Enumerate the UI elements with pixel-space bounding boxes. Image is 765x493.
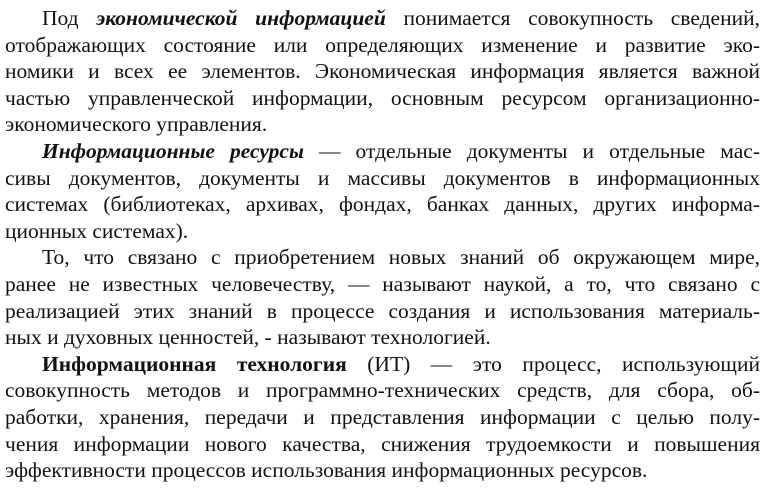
text-line: эффективности процессов использования информационных ресурсов. xyxy=(5,458,648,483)
text-run: — отдельные документы и отдельные мас- xyxy=(303,138,760,163)
paragraph-science-technology xyxy=(5,244,760,350)
text-line: ных и духовных ценностей, - называют технологией. xyxy=(5,325,491,350)
paragraph-information-technology xyxy=(5,351,760,484)
paragraph-information-resources xyxy=(5,138,760,244)
text-line: системах (библиотеках, архивах, фондах, банках данных, других информа- xyxy=(5,192,760,217)
text-line: чения информации нового качества, снижения трудоемкости и повышения xyxy=(5,431,760,456)
text-line: То, что связано с приобретением новых знаний об окружающем мире, xyxy=(42,245,760,270)
text-line: ранее не известных человечеству, — называют наукой, а то, что связано с xyxy=(5,271,760,296)
text-line xyxy=(5,351,760,378)
text-line: ционных системах). xyxy=(5,218,189,243)
text-line: совокупность методов и программно-технических средств, для сбора, об- xyxy=(5,378,760,403)
text-line: экономического управления. xyxy=(5,112,268,137)
text-line: частью управленческой информации, основным ресурсом организационно- xyxy=(5,85,760,110)
text-run: (ИТ) — это процесс, использующий xyxy=(346,351,760,376)
paragraph-economic-information xyxy=(5,5,760,138)
text-line: отображающих состояние или определяющих изменение и развитие эко- xyxy=(5,32,760,57)
text-line xyxy=(5,138,760,165)
term-information-technology: Информационная технология xyxy=(42,351,347,376)
text-line: номики и всех ее элементов. Экономическая информация является важной xyxy=(5,59,760,84)
term-information-resources: Информационные ресурсы xyxy=(42,138,304,163)
text-line: сивы документов, документы и массивы документов в информационных xyxy=(5,165,760,190)
text-run: Под xyxy=(42,6,97,30)
text-run: понимается совокупность сведений, xyxy=(385,6,760,30)
text-line: реализацией этих знаний в процессе создания и использования материаль- xyxy=(5,298,760,323)
text-line: работки, хранения, передачи и представления информации с целью полу- xyxy=(5,404,760,429)
term-economic-information: экономической информацией xyxy=(96,6,386,30)
text-line xyxy=(5,5,760,32)
